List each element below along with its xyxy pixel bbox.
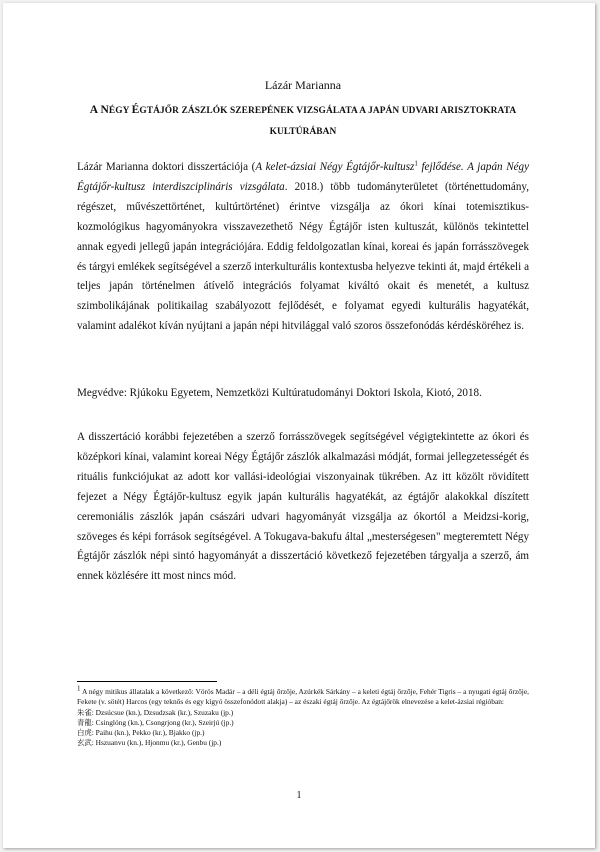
title-line-1 xyxy=(77,100,529,122)
footnote-text: A négy mitikus állatalak a következő: Vörös Madár – a déli égtáj őrzője, Azúrkék Sárkány – a keleti égtáj őrzője, Fehér Tigris – a nyugati égtáj őrzője, Fekete (v. sötét) Harcos (egy teknős és egy kígyó összefonódott alakja) – az északi égtáj őrzője. Az égtájőrök elnevezése a kelet-ázsiai régióban: xyxy=(77,687,529,707)
footnote-text-block xyxy=(77,684,529,708)
title-line-2: KULTÚRÁBAN xyxy=(269,127,337,137)
title-part: N xyxy=(100,104,109,116)
dissertation-title-part-2: fejlődése. A japán Négy Égtájőr-kultusz interdiszciplináris vizsgálata xyxy=(77,161,529,193)
title-part: A xyxy=(89,104,101,116)
footnote-line: 朱雀: Dzsúcsue (kn.), Dzsudzsak (kr.), Szuzaku (jp.) xyxy=(77,707,234,717)
footnote-number: 1 xyxy=(77,684,81,693)
author-name: Lázár Marianna xyxy=(264,78,342,92)
footnote-divider xyxy=(77,681,217,682)
footnote-line: 青龍: Csinglóng (kn.), Csongrjong (kr.), Szeirjú (jp.) xyxy=(77,717,234,727)
document-page xyxy=(3,3,595,848)
footnote-line: 玄武: Hszuanvu (kn.), Hjonmu (kr.), Genbu (jp.) xyxy=(77,738,222,748)
page-number: 1 xyxy=(296,790,302,801)
article-title xyxy=(77,100,529,143)
title-part: ÉGY xyxy=(108,106,132,116)
title-part: GTÁJŐR ZÁSZLÓK SZEREPÉNEK VIZSGÁLATA A JAPÁN UDVARI ARISZTOKRATA xyxy=(139,106,517,116)
abstract-paragraph xyxy=(77,158,529,337)
paragraph-intro: Lázár Marianna doktori disszertációja ( xyxy=(77,161,256,173)
chapter-intro-paragraph: A disszertáció korábbi fejezetében a szerző forrásszövegek segítségével végigtekintette az ókori és középkori kínai, valamint koreai Négy Égtájőr zászlók alkalmazási módját, formai jellegzetességét és rituális funkciójukat az adott kor vallási-ideológiai viszonyainak tükrében. Az itt közölt rövidített fejezet a Négy Égtájőr-kultusz egyik japán kulturális hagyatékát, az égtájőr alakokkal díszített ceremoniális zászlók japán császári udvari hagyományát vizsgálja az ókortól a Meidzsi-korig, szöveges és képi források segítségével. A Tokugava-bakufu által „mesterségesen" megteremtett Négy Égtájőr zászlók népi sintó hagyományát a disszertáció következő fejezetében tárgyalja a szerző, ám ennek közlésére itt most nincs mód. xyxy=(77,431,529,583)
footnote-reference[interactable]: 1 xyxy=(414,159,418,168)
footnote-line: 白虎: Paihu (kn.), Pekko (kr.), Bjakko (jp.) xyxy=(77,728,205,738)
defense-paragraph: Megvédve: Rjúkoku Egyetem, Nemzetközi Kultúratudományi Doktori Iskola, Kiotó, 2018. xyxy=(77,387,482,399)
title-part: É xyxy=(131,104,140,116)
footnote xyxy=(77,684,529,749)
paragraph-body: . 2018.) több tudományterületet (történettudomány, régészet, művészettörténet, kultúrtörténet) érintve vizsgálja az ókori kínai totemisztikus-kozmológikus hagyományokra visszavezethető Négy Égtájőr isten kultuszát, különös tekintettel annak egyedi jellegű japán integrációjára. Eddig feldolgozatlan kínai, koreai és japán forrásszövegek és tárgyi emlékek segítségével a szerző interkulturális kontextusba helyezve tekinti át, majd értékeli a teljes japán történelmen átívelő integrációs folyamat kiváltó okait és menetét, a kultusz szimbolikájának politikailag szabályozott fejlődését, e folyamat egyedi kulturális hagyatékát, valamint adalékot kíván nyújtani a japán népi hitvilággal való szoros összefonódás kérdésköréhez is. xyxy=(77,180,529,333)
dissertation-title-part-1: A kelet-ázsiai Négy Égtájőr-kultusz xyxy=(255,161,415,173)
